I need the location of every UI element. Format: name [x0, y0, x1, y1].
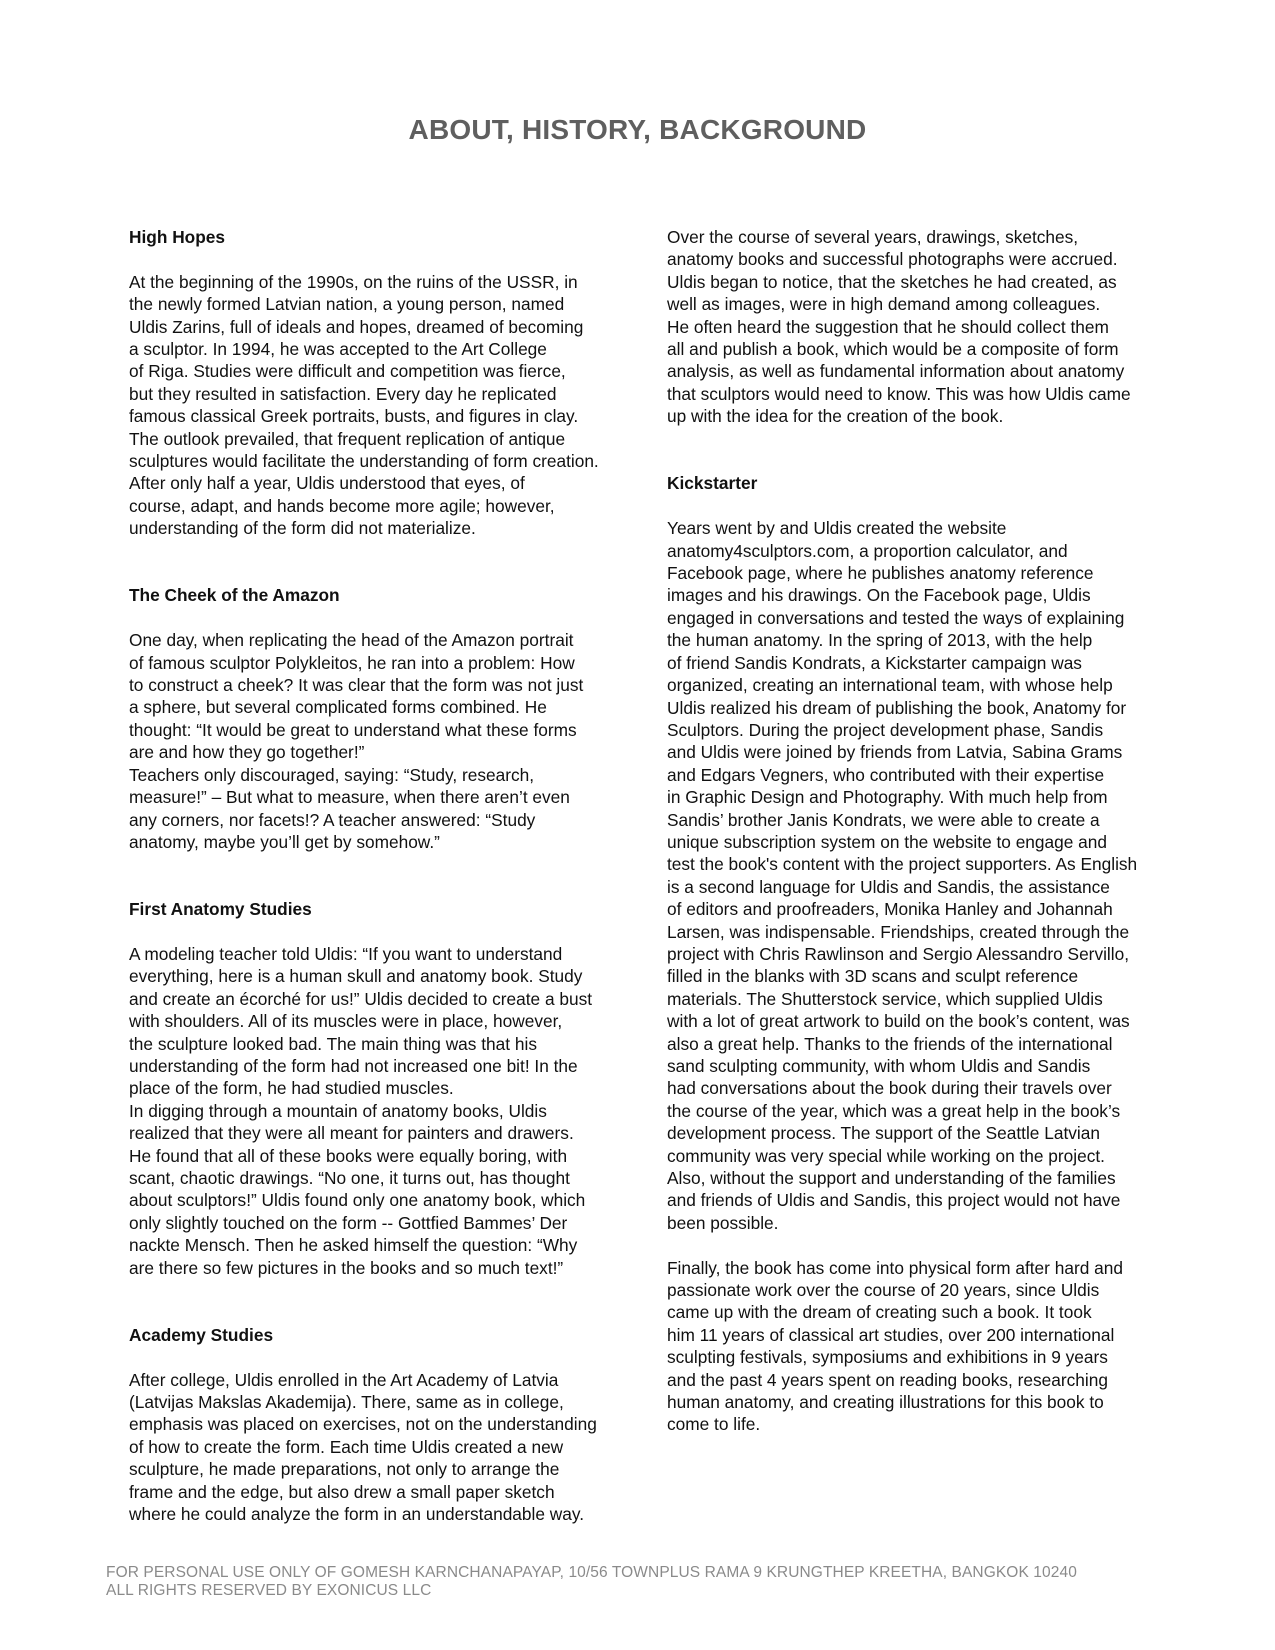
footer-rights-line: ALL RIGHTS RESERVED BY EXONICUS LLC: [106, 1582, 432, 1599]
section-high-hopes: [129, 226, 639, 540]
section-heading: First Anatomy Studies: [129, 899, 312, 920]
section-paragraph: At the beginning of the 1990s, on the ruins of the USSR, in the newly formed Latvian nation, a young person, named Uldis Zarins, full of ideals and hopes, dreamed of becoming a sculptor. In 1994, he was accepted to the Art College of Riga. Studies were difficult and competition was fierce, but they resulted in satisfaction. Every day he replicated famous classical Greek portraits, busts, and figures in clay. The outlook prevailed, that frequent replication of antique sculptures would facilitate the understanding of form creation. After only half a year, Uldis understood that eyes, of course, adapt, and hands become more agile; however, understanding of the form did not materialize.: [129, 271, 599, 539]
section-paragraph: One day, when replicating the head of the Amazon portrait of famous sculptor Polykleitos, he ran into a problem: How to construct a cheek? It was clear that the form was not just a sphere, but several complicated forms combined. He thought: “It would be great to understand what these forms are and how they go together!” Teachers only discouraged, saying: “Study, research, measure!” – But what to measure, when there aren’t even any corners, nor facets!? A teacher answered: “Study anatomy, maybe you’ll get by somehow.”: [129, 630, 584, 852]
page-footer: [106, 1564, 1226, 1600]
section-kickstarter: [667, 472, 1187, 1435]
page-title: ABOUT, HISTORY, BACKGROUND: [408, 114, 867, 145]
section-first-anatomy-studies: [129, 898, 639, 1279]
section-spacer: [667, 428, 1187, 473]
section-paragraph: Over the course of several years, drawings, sketches, anatomy books and successful photographs were accrued. Uldis began to notice, that the sketches he had created, as well as images, were in high demand among colleagues. He often heard the suggestion that he should collect them all and publish a book, which would be a composite of form analysis, as well as fundamental information about anatomy that sculptors would need to know. This was how Uldis came up with the idea for the creation of the book.: [667, 227, 1131, 427]
section-cheek-of-the-amazon: [129, 584, 639, 853]
section-paragraph: After college, Uldis enrolled in the Art Academy of Latvia (Latvijas Makslas Akademija). There, same as in college, emphasis was placed on exercises, not on the understanding of how to create the form. Each time Uldis created a new sculpture, he made preparations, not only to arrange the frame and the edge, but also drew a small paper sketch where he could analyze the form in an understandable way.: [129, 1369, 597, 1525]
section-heading: Academy Studies: [129, 1324, 274, 1345]
section-academy-studies-continued: [667, 226, 1187, 428]
footer-license-line: FOR PERSONAL USE ONLY OF GOMESH KARNCHANAPAYAP, 10/56 TOWNPLUS RAMA 9 KRUNGTHEP KREETHA, BANGKOK 10240: [106, 1564, 1077, 1581]
section-paragraph: Finally, the book has come into physical form after hard and passionate work over the course of 20 years, since Uldis came up with the dream of creating such a book. It took him 11 years of classical art studies, over 200 international sculpting festivals, symposiums and exhibitions in 9 years and the past 4 years spent on reading books, researching human anatomy, and creating illustrations for this book to come to life.: [667, 1257, 1123, 1435]
left-column: [129, 226, 639, 1525]
section-academy-studies: [129, 1324, 639, 1526]
section-spacer: [129, 853, 639, 898]
section-heading: High Hopes: [129, 227, 226, 247]
section-paragraph: Years went by and Uldis created the website anatomy4sculptors.com, a proportion calculator, and Facebook page, where he publishes anatomy reference images and his drawings. On the Facebook page, Uldis engaged in conversations and tested the ways of explaining the human anatomy. In the spring of 2013, with the help of friend Sandis Kondrats, a Kickstarter campaign was organized, creating an international team, with whose help Uldis realized his dream of publishing the book, Anatomy for Sculptors. During the project development phase, Sandis and Uldis were joined by friends from Latvia, Sabina Grams and Edgars Vegners, who contributed with their expertise in Graphic Design and Photography. With much help from Sandis’ brother Janis Kondrats, we were able to create a unique subscription system on the website to engage and test the book's content with the project supporters. As English is a second language for Uldis and Sandis, the assistance of editors and proofreaders, Monika Hanley and Johannah Larsen, was indispensable. Friendships, created through the project with Chris Rawlinson and Sergio Alessandro Servillo, filled in the blanks with 3D scans and sculpt reference materials. The Shutterstock service, which supplied Uldis with a lot of great artwork to build on the book’s content, was also a great help. Thanks to the friends of the international sand sculpting community, with whom Uldis and Sandis had conversations about the book during their travels over the course of the year, which was a great help in the book’s development process. The support of the Seattle Latvian community was very special while working on the project. Also, without the support and understanding of the families and friends of Uldis and Sandis, this project would not have been possible.: [667, 518, 1138, 1233]
section-heading: Kickstarter: [667, 473, 758, 494]
section-spacer: [129, 540, 639, 585]
right-column: [667, 226, 1187, 1436]
section-heading: The Cheek of the Amazon: [129, 585, 340, 606]
section-paragraph: A modeling teacher told Uldis: “If you want to understand everything, here is a human skull and anatomy book. Study and create an écorché for us!” Uldis decided to create a bust with shoulders. All of its muscles were in place, however, the sculpture looked bad. The main thing was that his understanding of the form had not increased one bit! In the place of the form, he had studied muscles. In digging through a mountain of anatomy books, Uldis realized that they were all meant for painters and drawers. He found that all of these books were equally boring, with scant, chaotic drawings. “No one, it turns out, has thought about sculptors!” Uldis found only one anatomy book, which only slightly touched on the form -- Gottfied Bammes’ Der nackte Mensch. Then he asked himself the question: “Why are there so few pictures in the books and so much text!”: [129, 943, 593, 1278]
section-spacer: [129, 1279, 639, 1324]
